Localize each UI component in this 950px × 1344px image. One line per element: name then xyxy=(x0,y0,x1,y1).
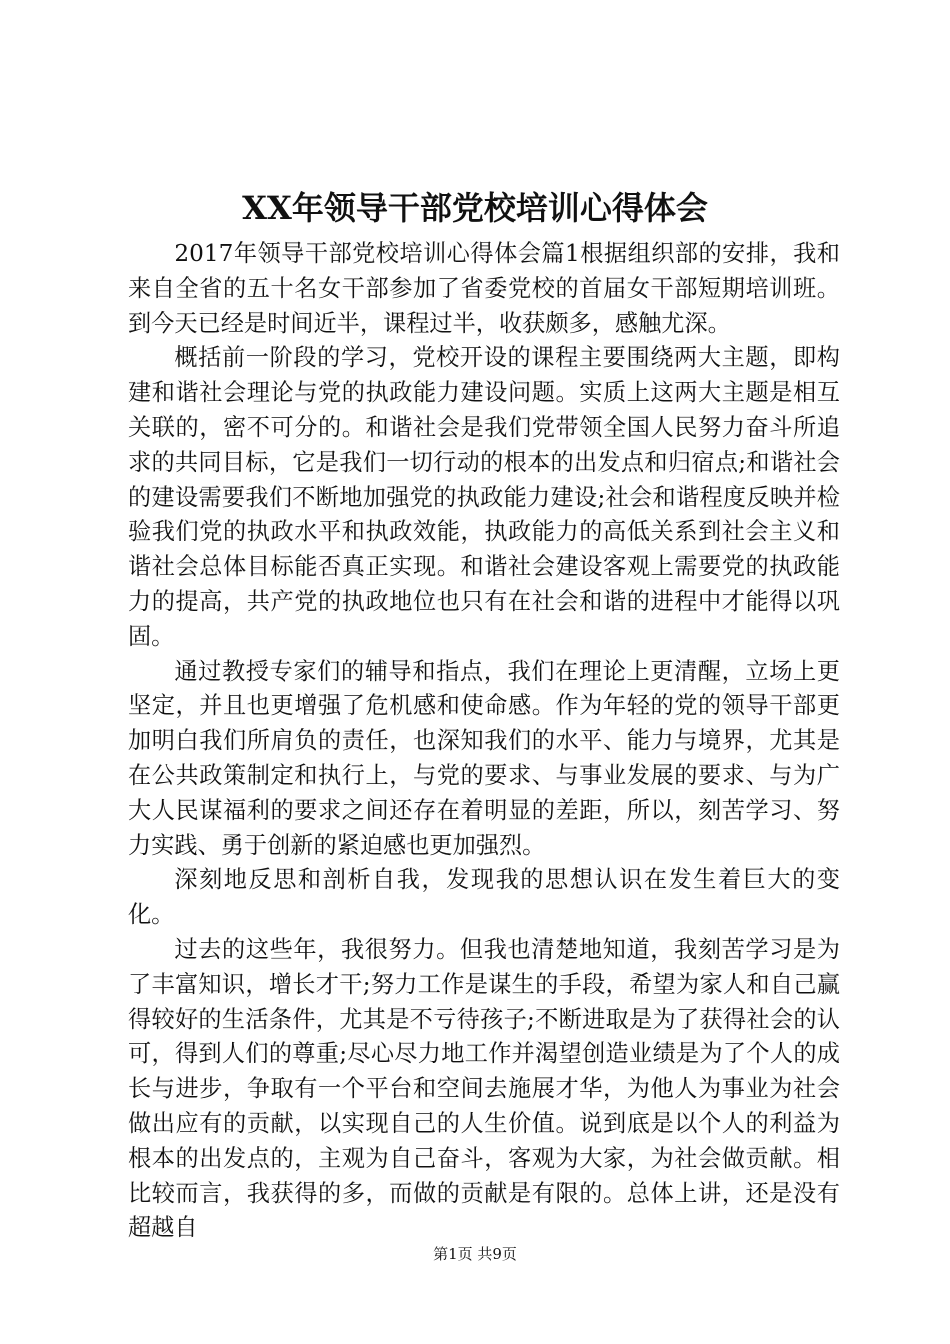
page-number-footer: 第1页 共9页 xyxy=(433,1245,517,1263)
paragraph-1: 2017年领导干部党校培训心得体会篇1根据组织部的安排，我和来自全省的五十名女干部参加了省委党校的首届女干部短期培训班。到今天已经是时间近半，课程过半，收获颇多，感触尤深。 xyxy=(128,240,840,337)
paragraph-3: 通过教授专家们的辅导和指点，我们在理论上更清醒，立场上更坚定，并且也更增强了危机感和使命感。作为年轻的党的领导干部更加明白我们所肩负的责任，也深知我们的水平、能力与境界，尤其是在公共政策制定和执行上，与党的要求、与事业发展的要求、与为广大人民谋福利的要求之间还存在着明显的差距，所以，刻苦学习、努力实践、勇于创新的紧迫感也更加强烈。 xyxy=(128,657,840,859)
paragraph-5: 过去的这些年，我很努力。但我也清楚地知道，我刻苦学习是为了丰富知识，增长才干;努力工作是谋生的手段，希望为家人和自己赢得较好的生活条件，尤其是不亏待孩子;不断进取是为了获得社会的认可，得到人们的尊重;尽心尽力地工作并渴望创造业绩是为了个人的成长与进步，争取有一个平台和空间去施展才华，为他人为事业为社会做出应有的贡献，以实现自己的人生价值。说到底是以个人的利益为根本的出发点的，主观为自己奋斗，客观为大家，为社会做贡献。相比较而言，我获得的多，而做的贡献是有限的。总体上讲，还是没有超越自 xyxy=(128,935,840,1242)
paragraph-2: 概括前一阶段的学习，党校开设的课程主要围绕两大主题，即构建和谐社会理论与党的执政能力建设问题。实质上这两大主题是相互关联的，密不可分的。和谐社会是我们党带领全国人民努力奋斗所追求的共同目标，它是我们一切行动的根本的出发点和归宿点;和谐社会的建设需要我们不断地加强党的执政能力建设;社会和谐程度反映并检验我们党的执政水平和执政效能，执政能力的高低关系到社会主义和谐社会总体目标能否真正实现。和谐社会建设客观上需要党的执政能力的提高，共产党的执政地位也只有在社会和谐的进程中才能得以巩固。 xyxy=(128,344,840,650)
paragraph-4: 深刻地反思和剖析自我，发现我的思想认识在发生着巨大的变化。 xyxy=(128,866,840,929)
document-body xyxy=(128,237,840,1246)
document-title: XX年领导干部党校培训心得体会 xyxy=(242,189,708,227)
